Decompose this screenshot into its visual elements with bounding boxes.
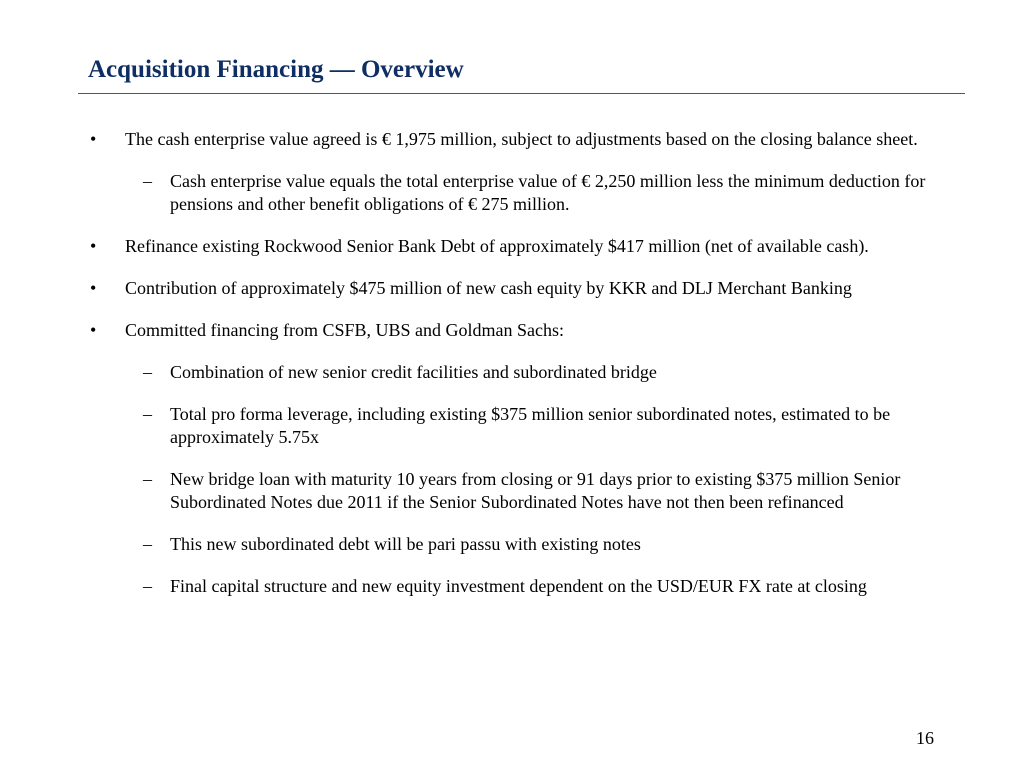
bullet-marker: • <box>90 278 97 298</box>
bullet-text: Refinance existing Rockwood Senior Bank Debt of approximately $417 million (net of available cash). <box>125 236 869 256</box>
sub-bullet-text: Cash enterprise value equals the total enterprise value of € 2,250 million less the minimum deduction for pensions and other benefit obligations of € 275 million. <box>170 171 926 214</box>
bullet-marker: • <box>90 320 97 340</box>
sub-bullet-item <box>0 575 1024 598</box>
page-number: 16 <box>916 728 934 748</box>
dash-marker: – <box>143 534 152 554</box>
sub-bullet-item <box>0 533 1024 556</box>
bullet-marker: • <box>90 129 97 149</box>
sub-bullet-text: This new subordinated debt will be pari passu with existing notes <box>170 534 641 554</box>
bullet-item <box>0 235 1024 258</box>
slide-title: Acquisition Financing — Overview <box>88 56 464 83</box>
sub-bullet-item <box>0 468 1024 514</box>
bullet-text: Committed financing from CSFB, UBS and Goldman Sachs: <box>125 320 564 340</box>
dash-marker: – <box>143 469 152 489</box>
bullet-item <box>0 128 1024 151</box>
dash-marker: – <box>143 576 152 596</box>
dash-marker: – <box>143 362 152 382</box>
bullet-item <box>0 277 1024 300</box>
bullet-text: Contribution of approximately $475 million of new cash equity by KKR and DLJ Merchant Banking <box>125 278 852 298</box>
bullet-list <box>0 128 1024 598</box>
dash-marker: – <box>143 404 152 424</box>
sub-bullet-item <box>0 170 1024 216</box>
sub-bullet-text: Final capital structure and new equity investment dependent on the USD/EUR FX rate at closing <box>170 576 867 596</box>
sub-bullet-item <box>0 361 1024 384</box>
sub-bullet-text: Total pro forma leverage, including existing $375 million senior subordinated notes, estimated to be approximately 5.75x <box>170 404 891 447</box>
bullet-text: The cash enterprise value agreed is € 1,975 million, subject to adjustments based on the closing balance sheet. <box>125 129 918 149</box>
sub-bullet-text: New bridge loan with maturity 10 years from closing or 91 days prior to existing $375 million Senior Subordinated Notes due 2011 if the Senior Subordinated Notes have not then been refinanced <box>170 469 901 512</box>
sub-bullet-item <box>0 403 1024 449</box>
bullet-marker: • <box>90 236 97 256</box>
bullet-item <box>0 319 1024 342</box>
dash-marker: – <box>143 171 152 191</box>
sub-bullet-text: Combination of new senior credit facilities and subordinated bridge <box>170 362 657 382</box>
title-divider <box>78 93 965 94</box>
